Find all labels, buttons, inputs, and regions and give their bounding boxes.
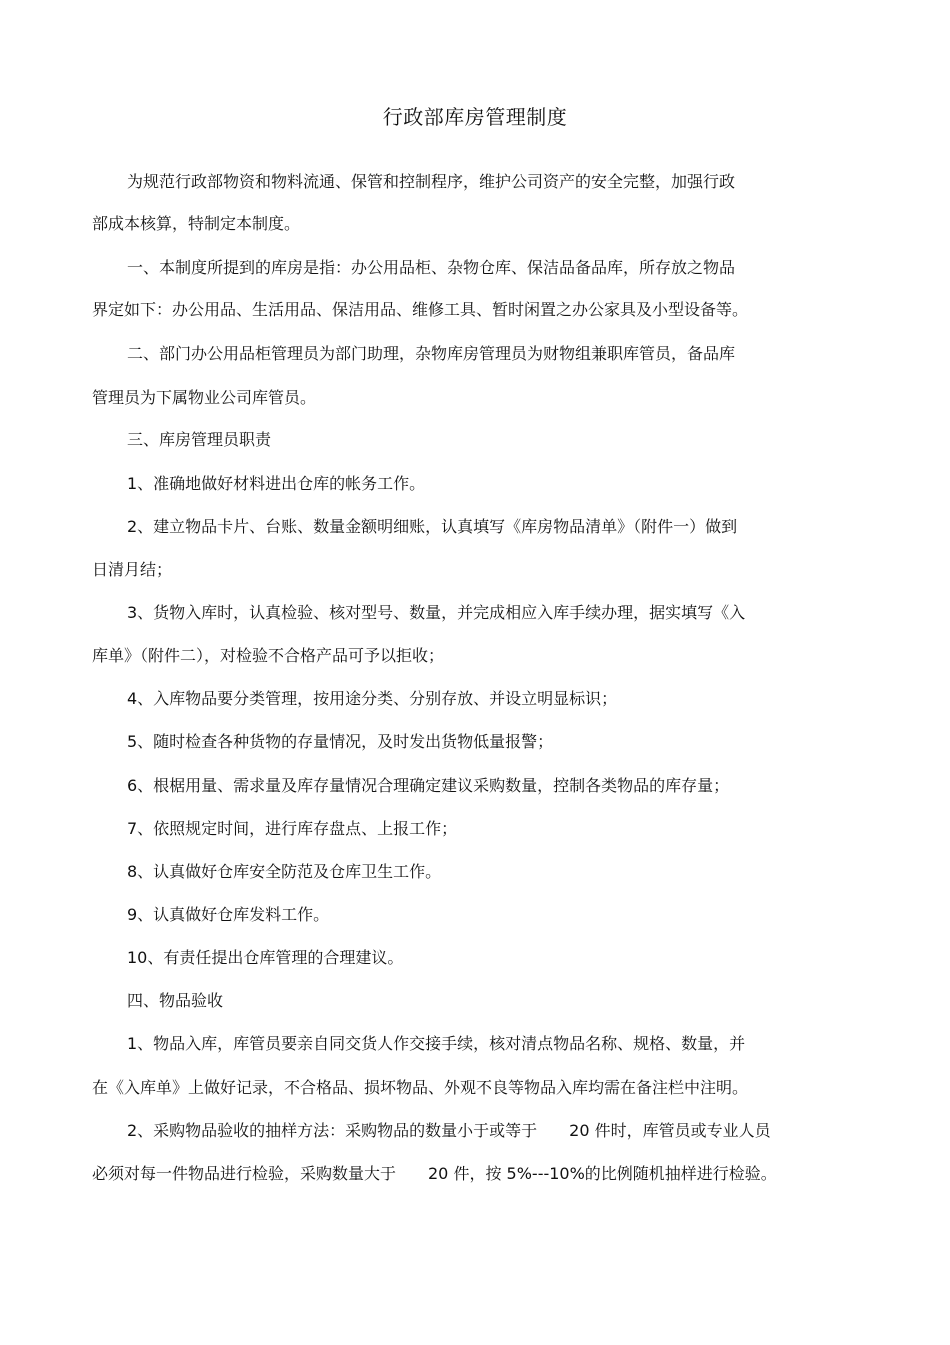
paragraph-line: 二、部门办公用品柜管理员为部门助理，杂物库房管理员为财物组兼职库管员，备品库 — [127, 344, 736, 363]
list-item-continuation: 必须对每一件物品进行检验，采购数量大于 20 件，按 5%---10%的比例随机抽样进行检验。 — [92, 1164, 777, 1183]
list-item-continuation: 库单》（附件二），对检验不合格产品可予以拒收； — [92, 646, 445, 665]
list-item-continuation: 日清月结； — [92, 560, 173, 579]
list-item: 6、根椐用量、需求量及库存量情况合理确定建议采购数量，控制各类物品的库存量； — [127, 776, 730, 795]
section-heading: 四、物品验收 — [127, 991, 224, 1010]
list-item: 8、认真做好仓库安全防范及仓库卫生工作。 — [127, 862, 442, 881]
paragraph-line: 部成本核算，特制定本制度。 — [92, 214, 301, 233]
paragraph-line: 为规范行政部物资和物料流通、保管和控制程序，维护公司资产的安全完整，加强行政 — [127, 172, 736, 191]
list-item: 1、物品入库，库管员要亲自同交货人作交接手续，核对清点物品名称、规格、数量，并 — [127, 1034, 746, 1053]
list-item: 7、依照规定时间，进行库存盘点、上报工作； — [127, 819, 458, 838]
list-item: 2、建立物品卡片、台账、数量金额明细账，认真填写《库房物品清单》（附件一）做到 — [127, 517, 738, 536]
list-item: 1、准确地做好材料进出仓库的帐务工作。 — [127, 474, 426, 493]
list-item: 10、有责任提出仓库管理的合理建议。 — [127, 948, 404, 967]
list-item: 5、随时检查各种货物的存量情况，及时发出货物低量报警； — [127, 732, 554, 751]
list-item: 9、认真做好仓库发料工作。 — [127, 905, 330, 924]
section-heading: 三、库房管理员职责 — [127, 430, 272, 449]
list-item: 4、入库物品要分类管理，按用途分类、分别存放、并设立明显标识； — [127, 689, 618, 708]
list-item-continuation: 在《入库单》上做好记录，不合格品、损坏物品、外观不良等物品入库均需在备注栏中注明。 — [92, 1078, 749, 1097]
paragraph-line: 一、本制度所提到的库房是指：办公用品柜、杂物仓库、保洁品备品库，所存放之物品 — [127, 258, 736, 277]
list-item: 3、货物入库时，认真检验、核对型号、数量，并完成相应入库手续办理，据实填写《入 — [127, 603, 746, 622]
paragraph-line: 管理员为下属物业公司库管员。 — [92, 388, 317, 407]
paragraph-line: 界定如下：办公用品、生活用品、保洁用品、维修工具、暂时闲置之办公家具及小型设备等。 — [92, 300, 749, 319]
document-title: 行政部库房管理制度 — [382, 105, 568, 129]
list-item: 2、采购物品验收的抽样方法：采购物品的数量小于或等于 20 件时，库管员或专业人员 — [127, 1121, 771, 1140]
